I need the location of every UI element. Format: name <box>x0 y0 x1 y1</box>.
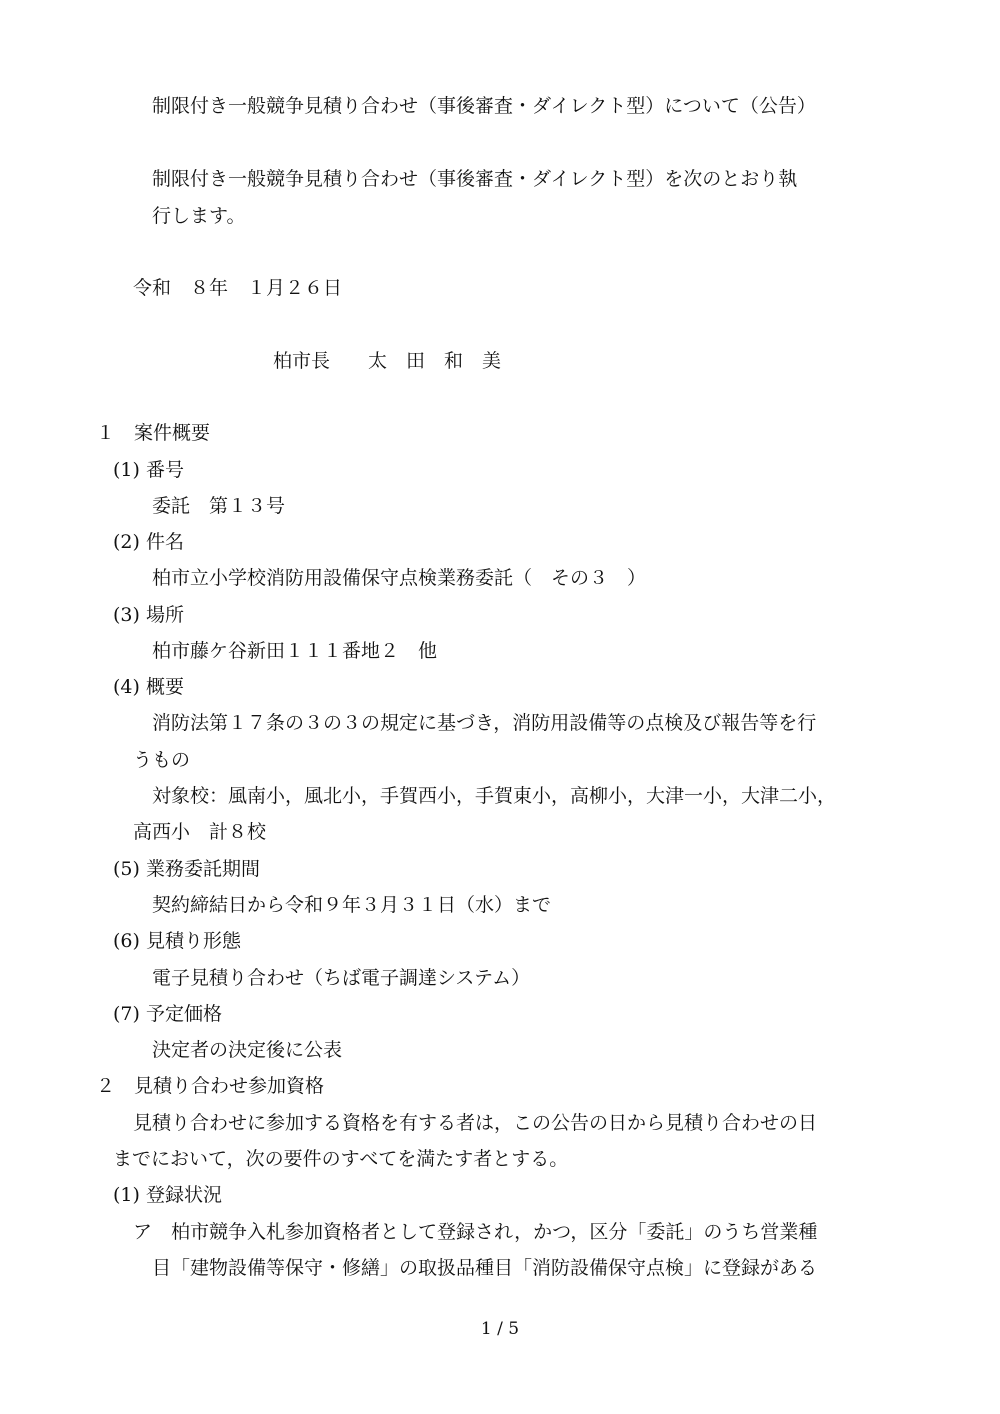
s2-item-1-a-line-1: ア 柏市競争入札参加資格者として登録され，かつ，区分「委託」のうち営業種 <box>133 1221 818 1243</box>
notice-title: 制限付き一般競争見積り合わせ（事後審査・ダイレクト型）について（公告） <box>152 95 816 117</box>
item-2-label: (2) 件名 <box>113 531 184 553</box>
item-4-text-2: うもの <box>133 749 191 771</box>
item-7-label: (7) 予定価格 <box>113 1003 222 1025</box>
item-3-label: (3) 場所 <box>113 604 184 626</box>
item-5-value: 契約締結日から令和９年３月３１日（水）まで <box>152 894 552 916</box>
intro-line-1: 制限付き一般競争見積り合わせ（事後審査・ダイレクト型）を次のとおり執 <box>152 168 798 190</box>
section-2-text-1: 見積り合わせに参加する資格を有する者は，この公告の日から見積り合わせの日 <box>133 1112 818 1134</box>
section-2-heading: ２ 見積り合わせ参加資格 <box>96 1075 325 1097</box>
section-2-text-2: までにおいて，次の要件のすべてを満たす者とする。 <box>113 1148 569 1170</box>
s2-item-1-a-line-2: 目「建物設備等保守・修繕」の取扱品種目「消防設備保守点検」に登録がある <box>152 1257 818 1279</box>
item-5-label: (5) 業務委託期間 <box>113 858 260 880</box>
item-6-value: 電子見積り合わせ（ちば電子調達システム） <box>152 967 531 989</box>
item-7-value: 決定者の決定後に公表 <box>152 1039 343 1061</box>
issuer-name: 柏市長 太 田 和 美 <box>273 350 502 372</box>
s2-item-1-label: (1) 登録状況 <box>113 1184 222 1206</box>
item-4-text-1: 消防法第１７条の３の３の規定に基づき，消防用設備等の点検及び報告等を行 <box>152 712 817 734</box>
item-4-text-4: 高西小 計８校 <box>133 821 267 843</box>
item-1-label: (1) 番号 <box>113 459 184 481</box>
section-1-heading: １ 案件概要 <box>96 422 211 444</box>
item-4-label: (4) 概要 <box>113 676 184 698</box>
notice-date: 令和 ８年 １月２６日 <box>133 277 343 299</box>
item-6-label: (6) 見積り形態 <box>113 930 241 952</box>
item-4-text-3: 対象校：風南小，風北小，手賀西小，手賀東小，高柳小，大津一小，大津二小， <box>152 785 837 807</box>
item-3-value: 柏市藤ケ谷新田１１１番地２ 他 <box>152 640 438 662</box>
page-number: 1 / 5 <box>480 1319 520 1339</box>
item-1-value: 委託 第１３号 <box>152 495 286 517</box>
intro-line-2: 行します。 <box>152 205 246 227</box>
item-2-value: 柏市立小学校消防用設備保守点検業務委託（ その３ ） <box>152 567 647 589</box>
